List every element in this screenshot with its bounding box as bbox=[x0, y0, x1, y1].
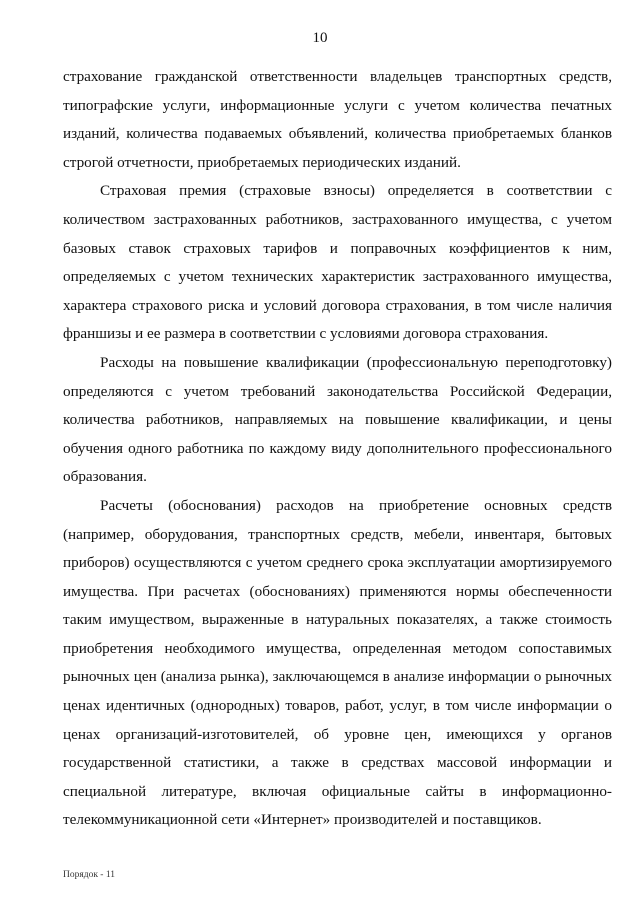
document-body bbox=[63, 63, 612, 835]
paragraph-fixed-assets: Расчеты (обоснования) расходов на приобретение основных средств (например, оборудования, транспортных средств, мебели, инвентаря, бытовых приборов) осуществляются с учетом среднего срока эксплуатации амортизируемого имущества. При расчетах (обоснованиях) применяются нормы обеспеченности таким имуществом, выраженные в натуральных показателях, а также стоимость приобретения необходимого имущества, определенная методом сопоставимых рыночных цен (анализа рынка), заключающемся в анализе информации о рыночных ценах идентичных (однородных) товаров, работ, услуг, в том числе информации о ценах организаций-изготовителей, об уровне цен, имеющихся у органов государственной статистики, а также в средствах массовой информации и специальной литературе, включая официальные сайты в информационно-телекоммуникационной сети «Интернет» производителей и поставщиков. bbox=[63, 496, 612, 829]
page-number: 10 bbox=[312, 30, 328, 46]
page-footer: Порядок - 11 bbox=[63, 870, 115, 880]
paragraph-insurance-services: страхование гражданской ответственности владельцев транспортных средств, типографские услуги, информационные услуги с учетом количества печатных изданий, количества подаваемых объявлений, количества приобретаемых бланков строгой отчетности, приобретаемых периодических изданий. bbox=[63, 68, 612, 171]
paragraph-qualification-costs: Расходы на повышение квалификации (профессиональную переподготовку) определяются с учетом требований законодательства Российской Федерации, количества работников, направляемых на повышение квалификации, и цены обучения одного работника по каждому виду дополнительного профессионального образования. bbox=[63, 353, 612, 486]
paragraph-insurance-premium: Страховая премия (страховые взносы) определяется в соответствии с количеством застрахованных работников, застрахованного имущества, с учетом базовых ставок страховых тарифов и поправочных коэффициентов к ним, определяемых с учетом технических характеристик застрахованного имущества, характера страхового риска и условий договора страхования, в том числе наличия франшизы и ее размера в соответствии с условиями договора страхования. bbox=[63, 182, 612, 343]
